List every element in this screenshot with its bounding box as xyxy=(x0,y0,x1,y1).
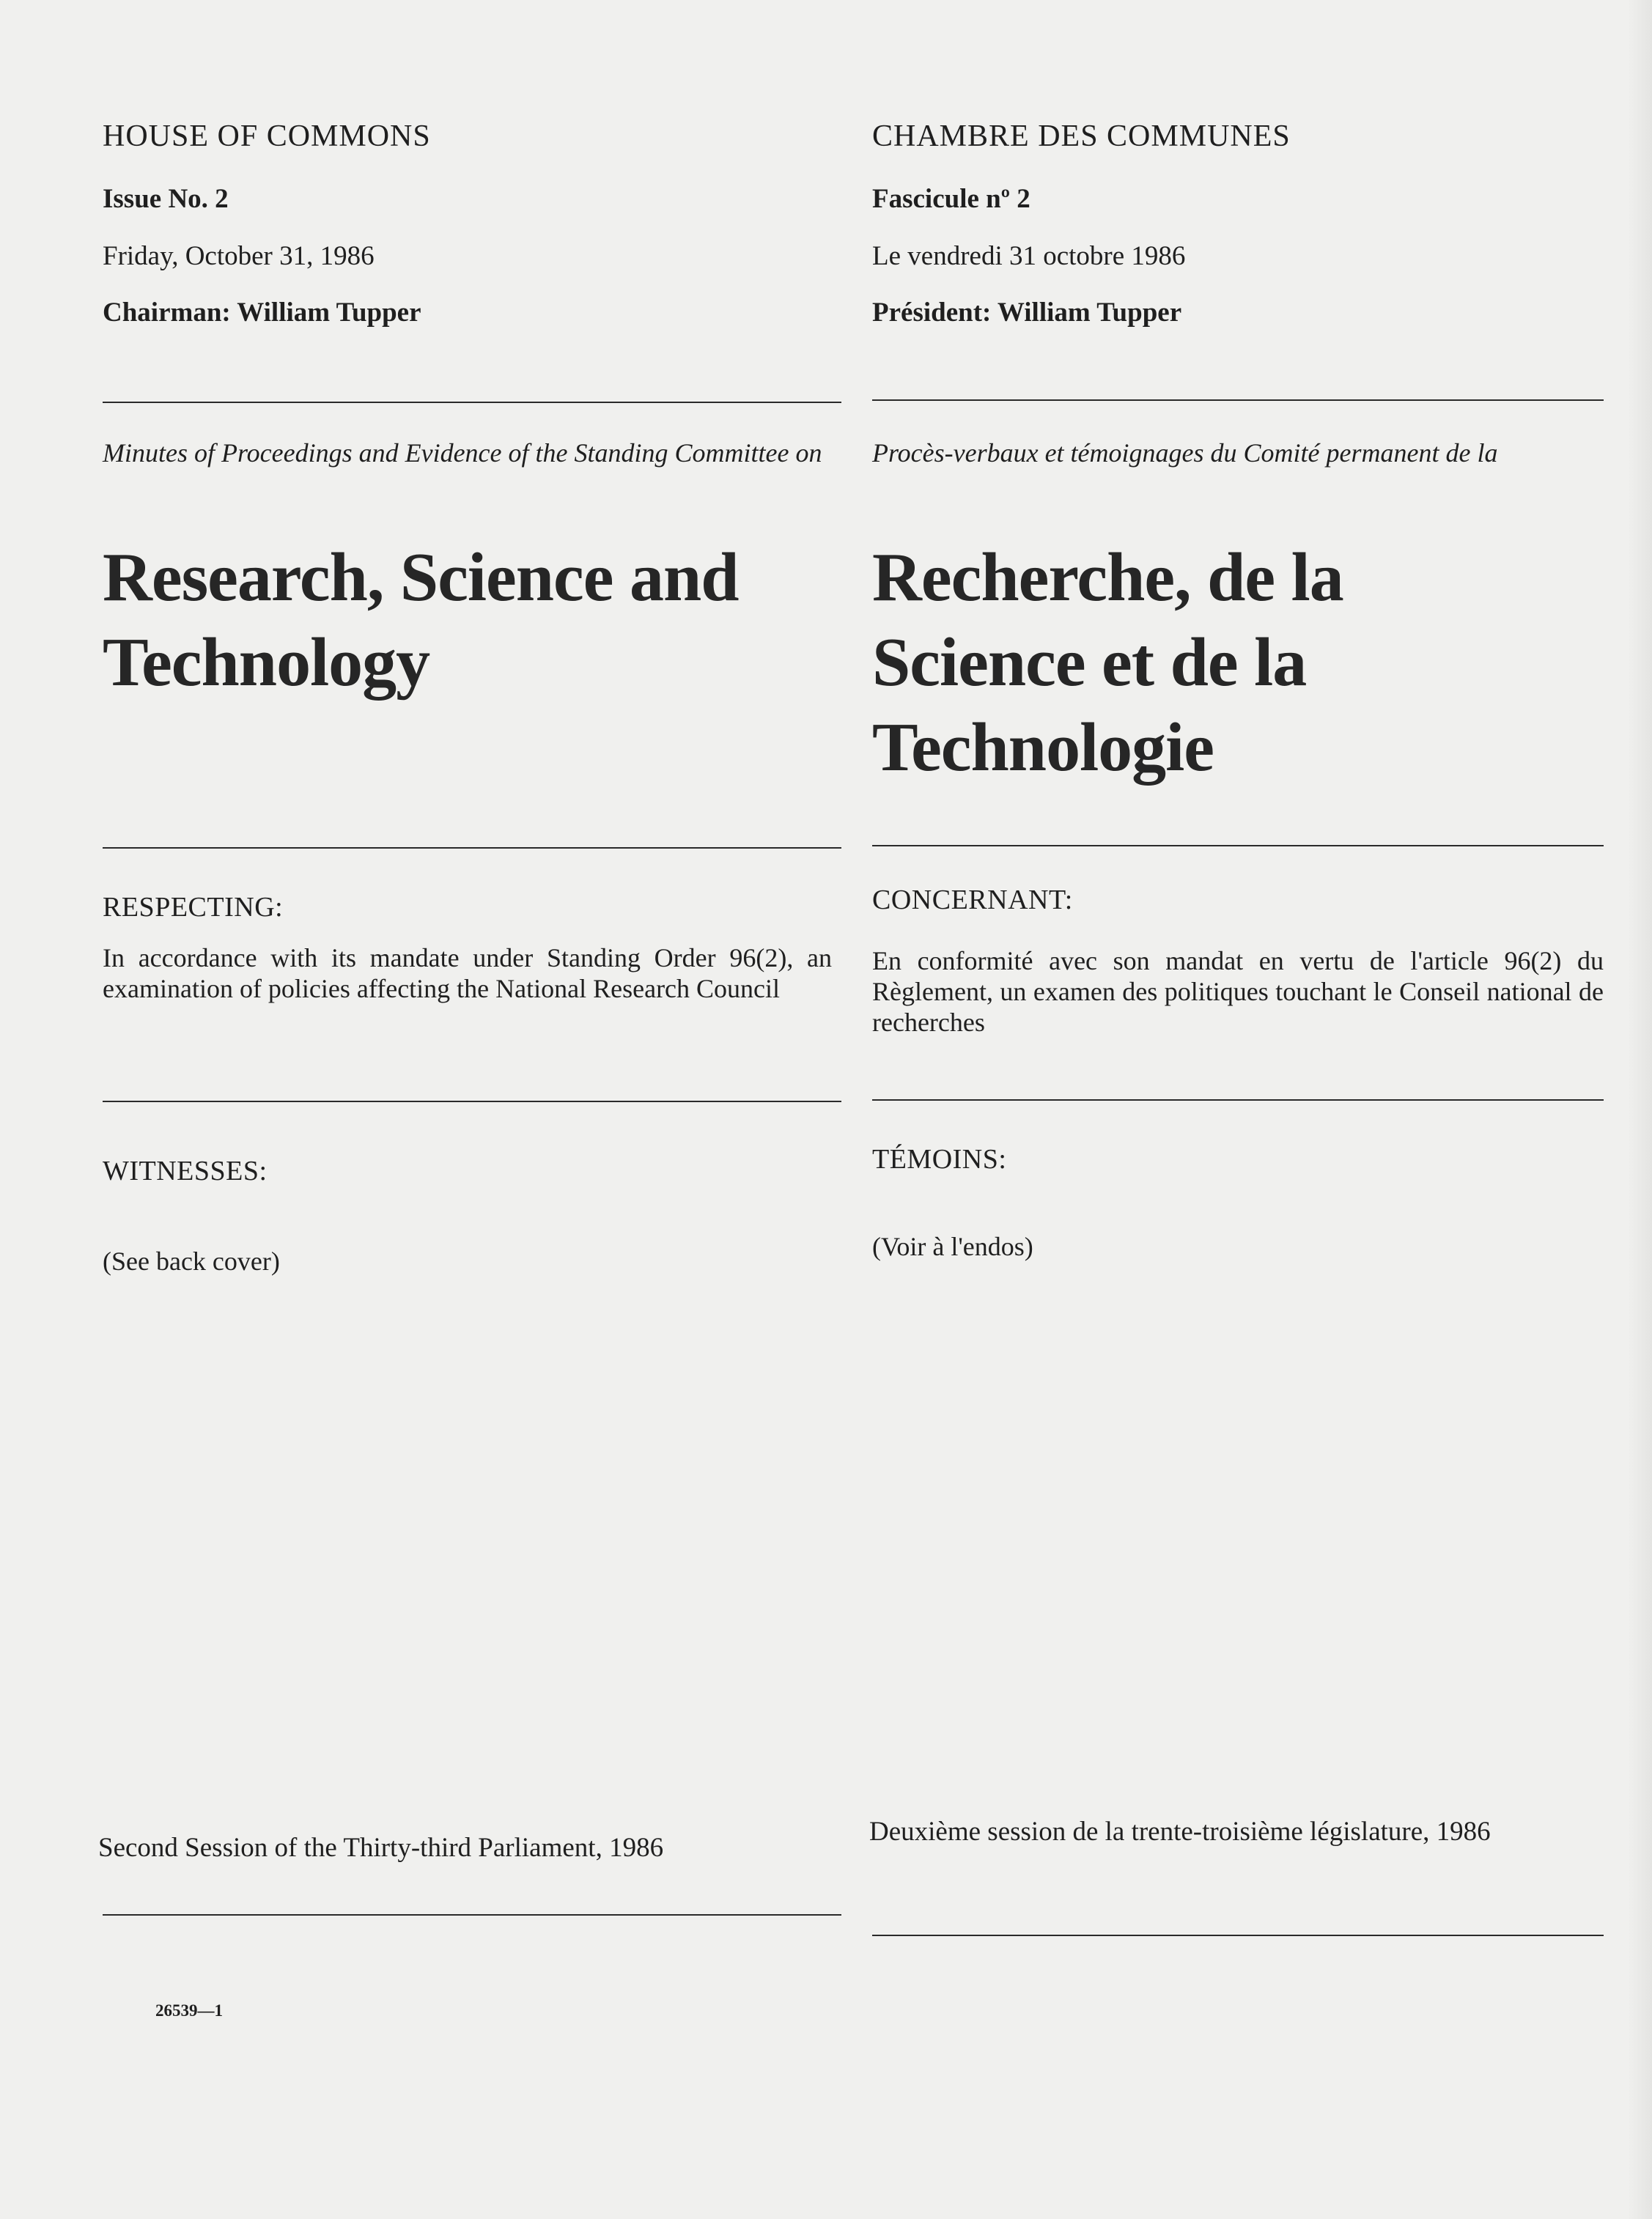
divider-rule xyxy=(103,1101,841,1102)
divider-rule xyxy=(872,399,1604,401)
divider-rule xyxy=(103,847,841,849)
divider-rule xyxy=(103,1914,841,1916)
house-heading-fr: CHAMBRE DES COMMUNES xyxy=(872,119,1291,153)
session-line-fr: Deuxième session de la trente-troisième législature, 1986 xyxy=(869,1817,1491,1847)
committee-title-line2: Technology xyxy=(103,624,430,701)
issue-date-fr: Le vendredi 31 octobre 1986 xyxy=(872,241,1186,271)
minutes-heading: Minutes of Proceedings and Evidence of the Standing Committee on xyxy=(103,438,822,468)
divider-rule xyxy=(872,1099,1604,1101)
issue-date: Friday, October 31, 1986 xyxy=(103,241,375,271)
concernant-label: CONCERNANT: xyxy=(872,885,1073,915)
temoins-label: TÉMOINS: xyxy=(872,1144,1007,1175)
session-line: Second Session of the Thirty-third Parliament, 1986 xyxy=(98,1833,664,1863)
divider-rule xyxy=(872,845,1604,846)
respecting-label: RESPECTING: xyxy=(103,892,284,923)
issue-number-fr: Fascicule nº 2 xyxy=(872,184,1030,214)
house-heading: HOUSE OF COMMONS xyxy=(103,119,431,153)
temoins-text: (Voir à l'endos) xyxy=(872,1232,1033,1261)
issue-number: Issue No. 2 xyxy=(103,184,229,214)
witnesses-text: (See back cover) xyxy=(103,1247,280,1276)
committee-title-fr xyxy=(872,535,1343,790)
committee-title xyxy=(103,535,739,705)
committee-title-fr-line1: Recherche, de la xyxy=(872,539,1343,616)
chairman-line-fr: Président: William Tupper xyxy=(872,298,1182,328)
page-edge xyxy=(1627,0,1652,2219)
concernant-text: En conformité avec son mandat en vertu de l'article 96(2) du Règlement, un examen des politiques touchant le Conseil national de recherches xyxy=(872,946,1604,1037)
print-code: 26539—1 xyxy=(155,2001,223,2020)
committee-title-fr-line2: Science et de la xyxy=(872,624,1307,701)
committee-title-fr-line3: Technologie xyxy=(872,709,1214,786)
minutes-heading-fr: Procès-verbaux et témoignages du Comité permanent de la xyxy=(872,438,1498,468)
divider-rule xyxy=(103,402,841,403)
respecting-text: In accordance with its mandate under Standing Order 96(2), an examination of policies affecting the National Research Council xyxy=(103,943,832,1003)
committee-title-line1: Research, Science and xyxy=(103,539,739,616)
divider-rule xyxy=(872,1935,1604,1936)
witnesses-label: WITNESSES: xyxy=(103,1156,268,1186)
chairman-line: Chairman: William Tupper xyxy=(103,298,421,328)
